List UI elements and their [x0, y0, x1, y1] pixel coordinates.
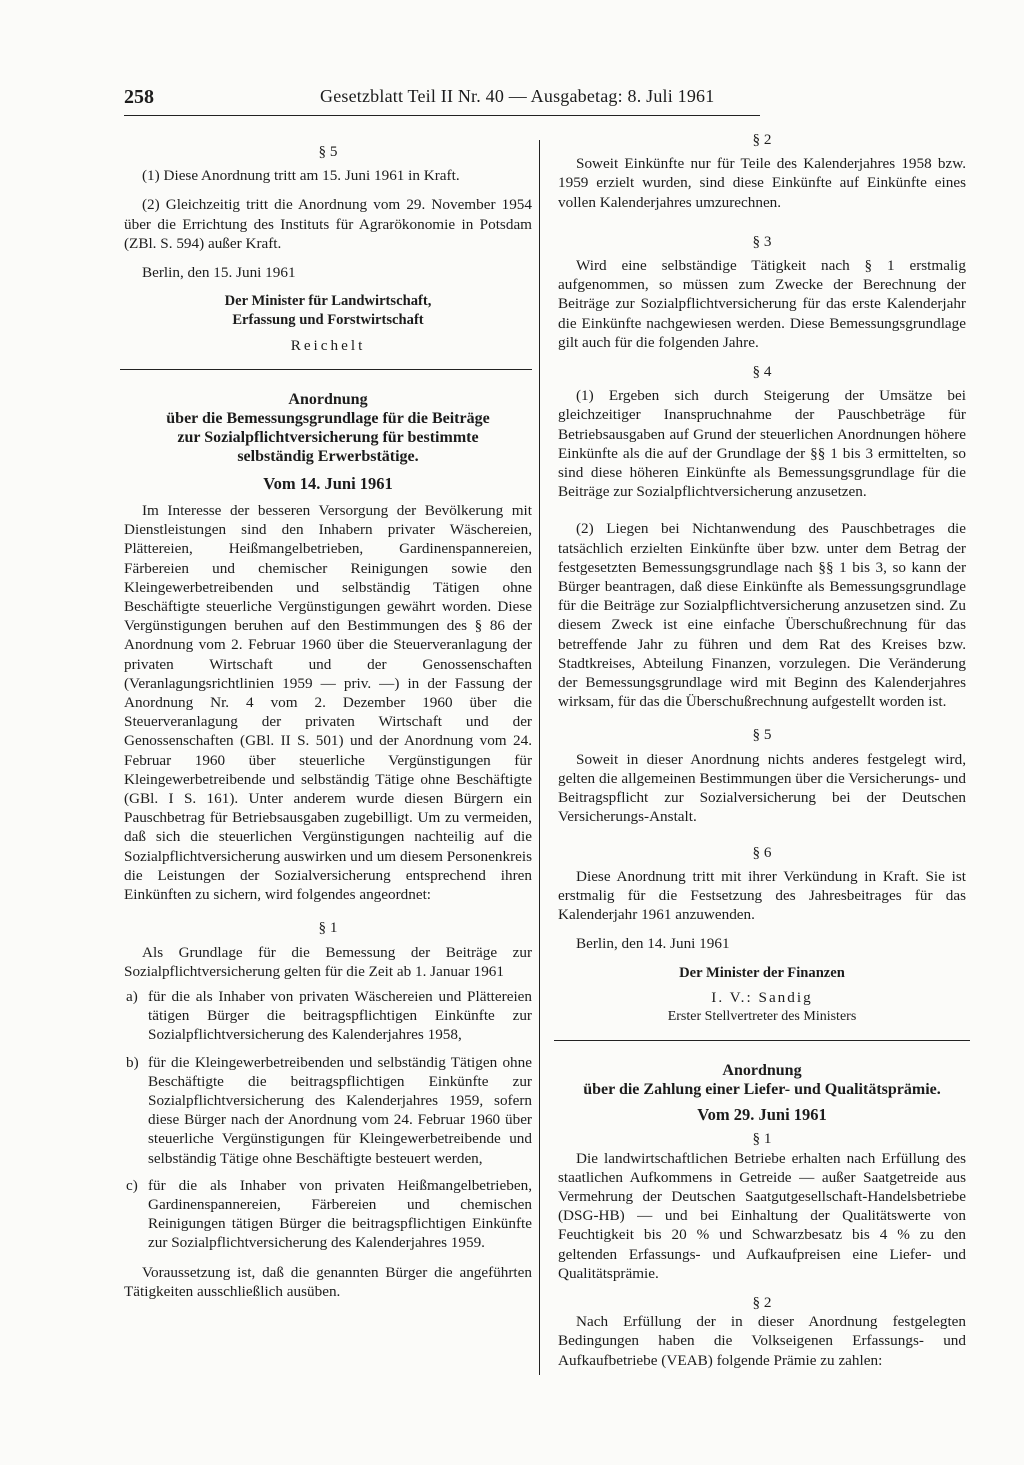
minister-title: Der Minister für Landwirtschaft,	[224, 293, 432, 310]
ordinance-title-line: über die Zahlung einer Liefer- und Qualitätsprämie.	[583, 1081, 941, 1099]
ordinance-title-line: Anordnung	[288, 390, 368, 408]
running-title: Gesetzblatt Teil II Nr. 40 — Ausgabetag: 8. Juli 1961	[320, 86, 715, 106]
page-number: 258	[124, 86, 154, 108]
paragraph: (1) Ergeben sich durch Steigerung der Umsätze bei gleichzeitiger Inanspruchnahme der Pauschbeträge für Betriebsausgaben auf Grund der steuerlichen Anordnungen höhere Einkünfte als die auf der Grundlage der §§ 1 bis 3 ermittelten, so sind diese höheren Einkünfte als Bemessungsgrundlage für die Beiträge zur Sozialpflichtversicherung anzusetzen.	[558, 387, 966, 501]
ordinance-title-line: über die Bemessungsgrundlage für die Beiträge	[166, 409, 490, 427]
enumerated-list	[124, 987, 532, 1253]
preamble: Im Interesse der besseren Versorgung der Bevölkerung mit Dienstleistungen sind den Inhabern privater Wäschereien, Plättereien, Heißmangelbetrieben, Gardinenspannereien, Färbereien und chemischer Reinigungen sowie den Kleingewerbetreibenden und selbständig Tätigen ohne Beschäftigte steuerliche Vergünstigungen gewährt worden. Diese Vergünstigungen beruhen auf den Bestimmungen des § 86 der Anordnung vom 2. Februar 1960 über die Steuerveranlagung der privaten Wirtschaft und der Genossenschaften (Veranlagungsrichtlinien 1959 — priv. —) in der Fassung der Anordnung Nr. 4 vom 2. Dezember 1960 über die Steuerveranlagung der privaten Wirtschaft und der Genossenschaften (GBl. II S. 501) und der Anordnung vom 24. Februar 1960 über steuerliche Vergünstigungen für Kleingewerbetreibende und selbständig Tätige ohne Beschäftigte (GBl. I S. 161). Unter anderem wurde diesen Bürgern ein Pauschbetrag für Betriebsausgaben zugebilligt. Um zu vermeiden, daß sich die steuerlichen Vergünstigungen nachteilig auf die Sozialpflichtversicherung auswirken und um diesem Personenkreis die Leistungen der Sozialversicherung entsprechend ihren Einkünften zu sichern, wird folgendes angeordnet:	[124, 502, 532, 904]
signature-date: Berlin, den 15. Juni 1961	[142, 264, 296, 282]
section-heading: § 1	[752, 1130, 772, 1148]
left-column	[124, 142, 532, 1301]
section-heading: § 2	[752, 131, 772, 148]
list-text: für die Kleingewerbetreibenden und selbständig Tätigen ohne Beschäftigte die beitragspflichtigen Einkünfte zur Sozialpflichtversicherung des Kalenderjahres 1959, sofern diese Bürger nach der Anordnung vom 24. Februar 1960 über steuerliche Vergünstigungen für Kleingewerbetreibende und selbständig Tätige ohne Beschäftigte besteuert werden,	[148, 1053, 532, 1167]
section-heading: § 3	[752, 232, 772, 250]
paragraph: Als Grundlage für die Bemessung der Beiträge zur Sozialpflichtversicherung gelten für die Zeit ab 1. Januar 1961	[124, 943, 532, 980]
list-text: für die als Inhaber von privaten Wäschereien und Plättereien tätigen Bürger die beitragspflichtigen Einkünfte zur Sozialpflichtversicherung des Kalenderjahres 1958,	[148, 987, 532, 1044]
paragraph: (2) Gleichzeitig tritt die Anordnung vom 29. November 1954 über die Errichtung des Instituts für Agrarökonomie in Potsdam (ZBl. S. 594) außer Kraft.	[124, 196, 532, 252]
ordinance-date: Vom 29. Juni 1961	[697, 1105, 827, 1125]
ordinance-title-line: zur Sozialpflichtversicherung für bestimmte	[177, 428, 479, 446]
column-divider	[539, 140, 540, 1375]
paragraph: (1) Diese Anordnung tritt am 15. Juni 1961 in Kraft.	[142, 167, 460, 185]
header-rule	[124, 115, 760, 116]
list-item	[124, 1053, 532, 1168]
minister-name: I. V.: Sandig	[711, 988, 813, 1006]
paragraph: Nach Erfüllung der in dieser Anordnung festgelegten Bedingungen haben die Volkseigenen Erfassungs- und Aufkaufbetriebe (VEAB) folgende Prämie zu zahlen:	[558, 1313, 966, 1369]
list-item	[124, 1176, 532, 1253]
list-label: a)	[126, 987, 138, 1005]
list-item	[124, 987, 532, 1045]
section-rule	[120, 369, 532, 370]
list-text: für die als Inhaber von privaten Heißmangelbetrieben, Gardinenspannereien, Färbereien und chemischen Reinigungen tätigen Bürger die beitragspflichtigen Einkünfte zur Sozialpflichtversicherung des Kalenderjahres 1959.	[148, 1176, 532, 1252]
section-heading: § 5	[752, 726, 772, 744]
minister-title: Der Minister der Finanzen	[679, 964, 845, 981]
paragraph: Voraussetzung ist, daß die genannten Bürger die angeführten Tätigkeiten ausschließlich ausüben.	[124, 1263, 532, 1300]
ordinance-title	[558, 1061, 966, 1099]
minister-subtitle: Erster Stellvertreter des Ministers	[667, 1008, 857, 1024]
section-rule	[554, 1040, 970, 1041]
section-heading: § 4	[752, 363, 772, 381]
paragraph: Die landwirtschaftlichen Betriebe erhalten nach Erfüllung des staatlichen Aufkommens in Getreide — außer Saatgetreide aus Vermehrung der Deutschen Saatgutgesellschaft-Handelsbetriebe (DSG-HB) — und bei Einhaltung der Qualitätswerte von Feuchtigkeit bis 20 % und Schwarzbesatz bis 4 % zu den geltenden Erfassungs- und Aufkaufpreisen eine Liefer- und Qualitätsprämie.	[558, 1149, 966, 1282]
ordinance-title-line: Anordnung	[722, 1062, 802, 1080]
section-heading: § 5	[318, 143, 338, 160]
ordinance-date: Vom 14. Juni 1961	[263, 473, 393, 493]
paragraph: Soweit in dieser Anordnung nichts anderes festgelegt wird, gelten die allgemeinen Bestimmungen über die Versicherungs- und Beitragspflicht zur Sozialversicherung bei der Deutschen Versicherungs-Anstalt.	[558, 750, 966, 826]
ordinance-title	[124, 390, 532, 466]
ordinance-title-line: selbständig Erwerbstätige.	[237, 447, 419, 465]
section-heading: § 6	[752, 843, 772, 861]
signature-date: Berlin, den 14. Juni 1961	[576, 935, 730, 953]
paragraph: (2) Liegen bei Nichtanwendung des Pauschbetrages die tatsächlich erzielten Einkünfte über bzw. unter dem Betrag der festgesetzten Bemessungsgrundlage nach §§ 1 bis 3, so kann der Bürger beantragen, daß diese Einkünfte als Bemessungsgrundlage für die Beiträge zur Sozialpflichtversicherung anzusetzen sind. Zu diesem Zweck ist eine einfache Überschußrechnung für das betreffende Jahr zu führen und dem Rat des Kreises bzw. Stadtkreises, Abteilung Finanzen, vorzulegen. Die Veränderung der Bemessungsgrundlage wird mit Beginn des Kalenderjahres wirksam, für das die Überschußrechnung aufgestellt worden ist.	[558, 520, 966, 711]
section-heading: § 2	[752, 1293, 772, 1311]
list-label: b)	[126, 1053, 139, 1071]
page-header	[124, 82, 756, 116]
list-label: c)	[126, 1176, 138, 1194]
right-column	[558, 130, 966, 1370]
paragraph: Wird eine selbständige Tätigkeit nach § 1 erstmalig aufgenommen, so müssen zum Zwecke der Berechnung der Beiträge zur Sozialpflichtversicherung für das erste Kalenderjahr die Einkünfte nachgewiesen werden. Diese Bemessungsgrundlage gilt auch für die folgenden Jahre.	[558, 257, 966, 351]
paragraph: Soweit Einkünfte nur für Teile des Kalenderjahres 1958 bzw. 1959 erzielt wurden, sind diese Einkünfte auf Einkünfte eines vollen Kalenderjahres umzurechnen.	[558, 155, 966, 211]
paragraph: Diese Anordnung tritt mit ihrer Verkündung in Kraft. Sie ist erstmalig für die Festsetzung des Jahresbeitrages für das Kalenderjahr 1961 anzuwenden.	[558, 867, 966, 924]
minister-title: Erfassung und Forstwirtschaft	[232, 312, 424, 329]
section-heading: § 1	[318, 919, 338, 937]
minister-name: Reichelt	[290, 336, 366, 354]
